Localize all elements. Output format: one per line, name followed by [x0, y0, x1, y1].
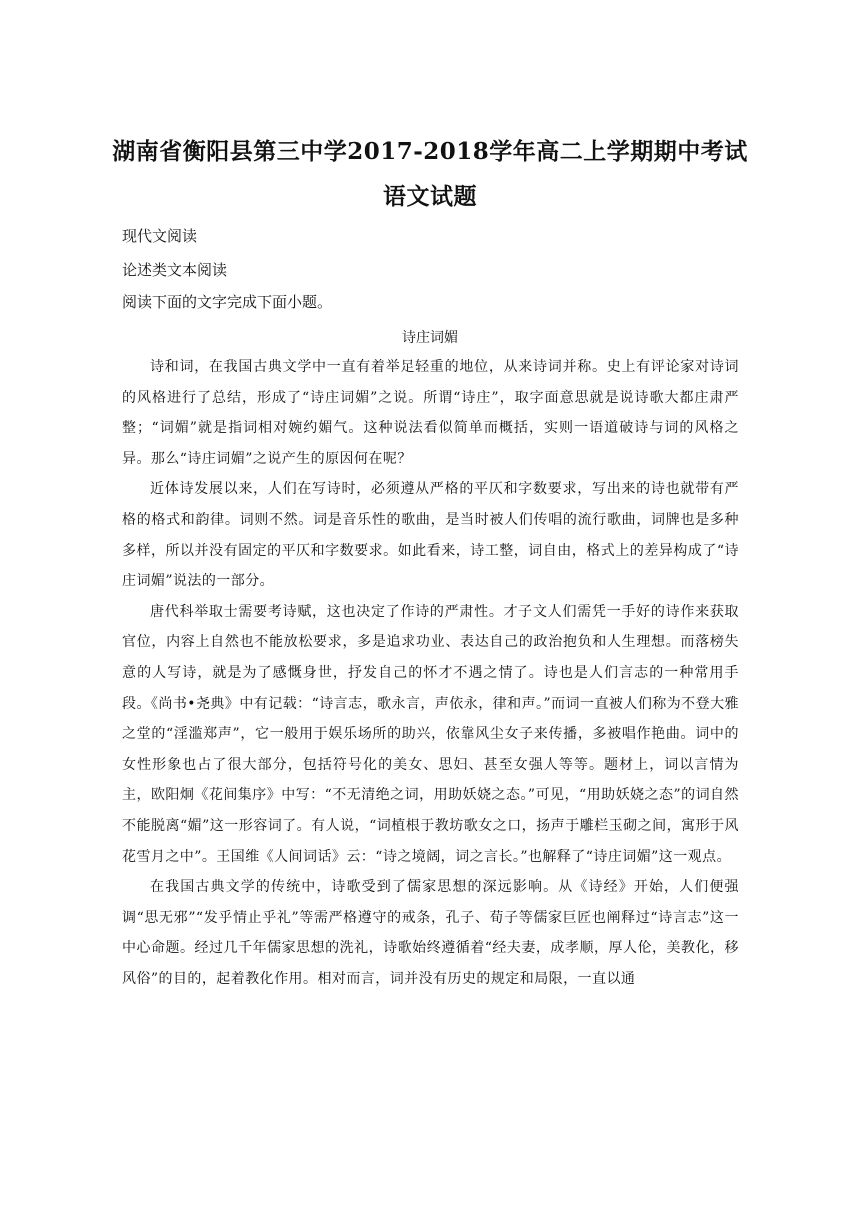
article-paragraph: 近体诗发展以来，人们在写诗时，必须遵从严格的平仄和字数要求，写出来的诗也就带有严格的格式和韵律。词则不然。词是音乐性的歌曲，是当时被人们传唱的流行歌曲，词牌也是多种多样，所以并没有固定的平仄和字数要求。如此看来，诗工整，词自由，格式上的差异构成了“诗庄词媚”说法的一部分。	[122, 481, 739, 590]
article-paragraph: 诗和词，在我国古典文学中一直有着举足轻重的地位，从来诗词并称。史上有评论家对诗词的风格进行了总结，形成了“诗庄词媚”之说。所谓“诗庄”，取字面意思就是说诗歌大都庄肃严整；“词媚”就是指词相对婉约媚气。这种说法看似简单而概括，实则一语道破诗与词的风格之异。那么“诗庄词媚”之说产生的原因何在呢？	[122, 359, 739, 467]
article-paragraph: 在我国古典文学的传统中，诗歌受到了儒家思想的深远影响。从《诗经》开始，人们便强调“思无邪”“发乎情止乎礼”等需严格遵守的戒条，孔子、荀子等儒家巨匠也阐释过“诗言志”这一中心命题。经过几千年儒家思想的洗礼，诗歌始终遵循着“经夫妻，成孝顺，厚人伦，美教化，移风俗”的目的，起着教化作用。相对而言，词并没有历史的规定和局限，一直以通	[122, 879, 739, 987]
article-body	[122, 352, 739, 994]
subsection-heading: 论述类文本阅读	[122, 261, 228, 279]
article-paragraph: 唐代科举取士需要考诗赋，这也决定了作诗的严肃性。才子文人们需凭一手好的诗作来获取官位，内容上自然也不能放松要求，多是追求功业、表达自己的政治抱负和人生理想。而落榜失意的人写诗，就是为了感慨身世，抒发自己的怀才不遇之情了。诗也是人们言志的一种常用手段。《尚书•尧典》中有记载：“诗言志，歌永言，声依永，律和声。”而词一直被人们称为不登大雅之堂的“淫滥郑声”，它一般用于娱乐场所的助兴，依靠风尘女子来传播，多被唱作艳曲。词中的女性形象也占了很大部分，包括符号化的美女、思妇、甚至女强人等等。题材上，词以言情为主，欧阳炯《花间集序》中写：“不无清绝之词，用助妖娆之态。”可见，“用助妖娆之态”的词自然不能脱离“媚”这一形容词了。有人说，“词植根于教坊歌女之口，扬声于雕栏玉砌之间，寓形于风花雪月之中”。王国维《人间词话》云：“诗之境阔，词之言长。”也解释了“诗庄词媚”这一观点。	[122, 603, 739, 865]
document-title-line1: 湖南省衡阳县第三中学2017-2018学年高二上学期期中考试	[112, 138, 748, 165]
reading-instruction: 阅读下面的文字完成下面小题。	[122, 293, 333, 311]
document-title-line2: 语文试题	[383, 183, 477, 210]
section-heading: 现代文阅读	[122, 227, 198, 245]
article-title: 诗庄词媚	[402, 330, 458, 346]
